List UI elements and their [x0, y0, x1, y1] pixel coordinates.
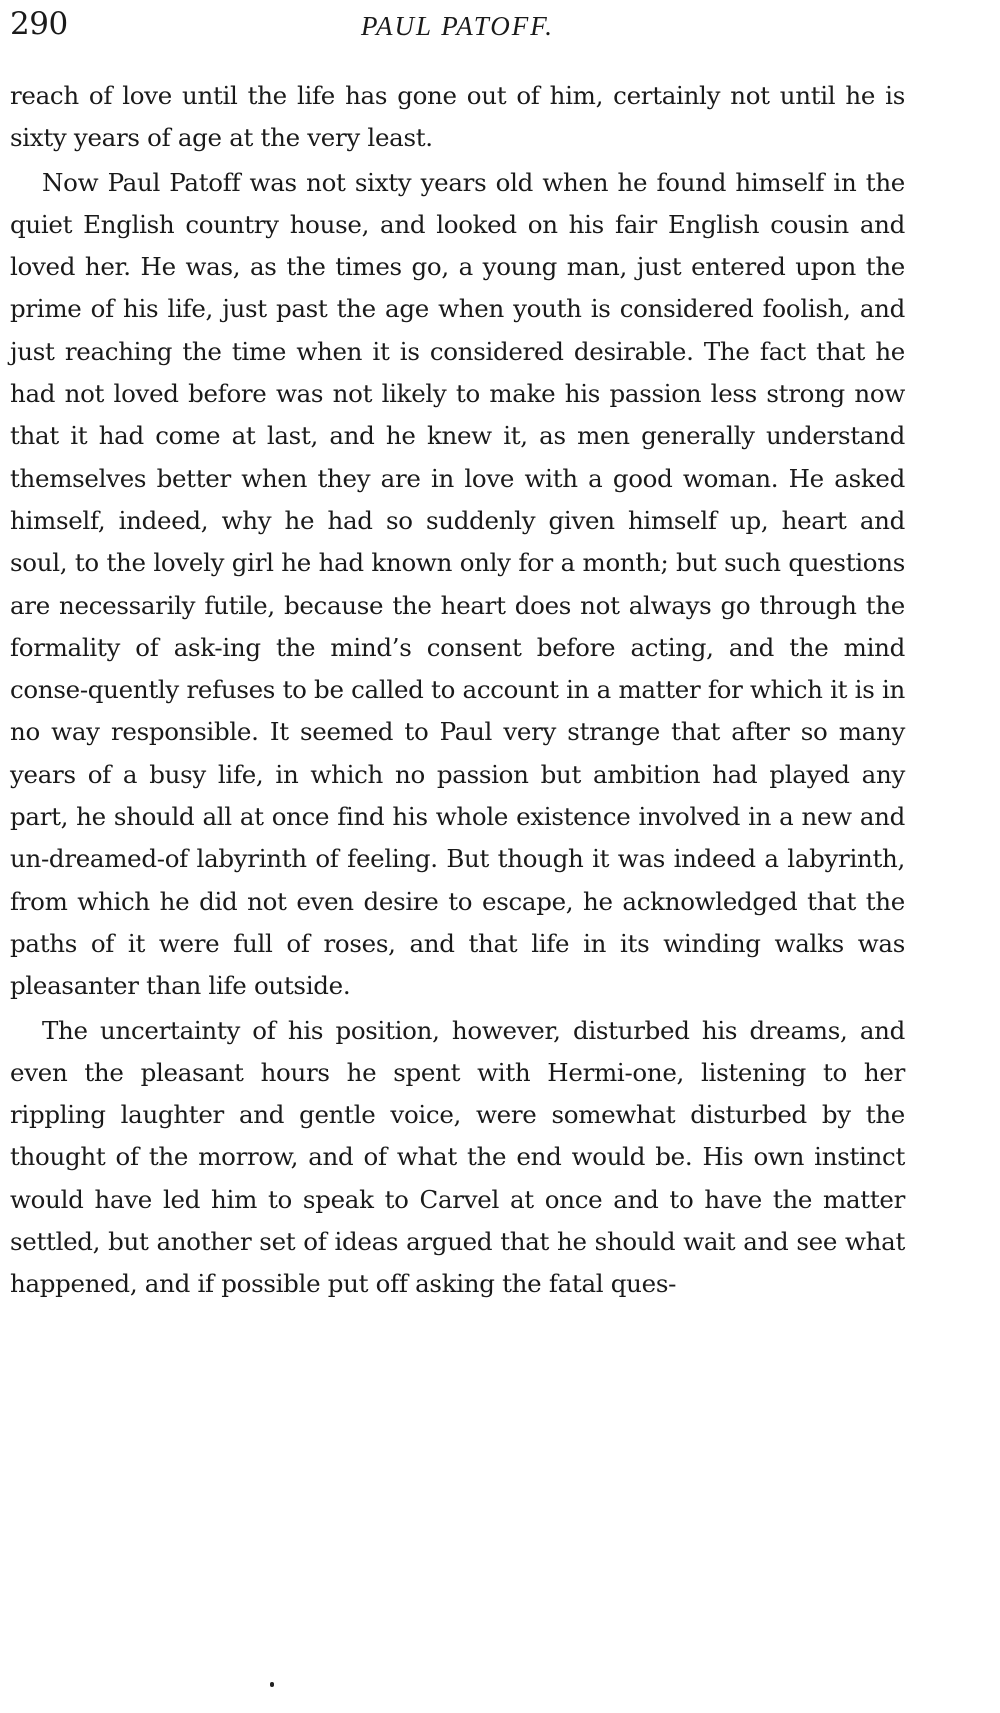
paragraph-continuation: reach of love until the life has gone out of him, certainly not until he is sixty years of age at the very least. — [10, 81, 905, 153]
page-number: 290 — [10, 6, 68, 42]
running-title: PAUL PATOFF. — [360, 11, 555, 41]
paragraph: The uncertainty of his position, however, disturbed his dreams, and even the pleasant hours he spent with Hermi-one, listening to her rippling laughter and gentle voice, were somewhat disturbed by the thought of the morrow, and of what the end would be. His own instinct would have led him to speak to Carvel at once and to have the matter settled, but another set of ideas argued that he should wait and see what happened, and if possible put off asking the fatal ques- — [10, 1015, 905, 1299]
body-text — [10, 75, 905, 1306]
page-header — [10, 4, 905, 50]
ink-speck — [270, 1682, 274, 1687]
paragraph: Now Paul Patoff was not sixty years old when he found himself in the quiet English country house, and looked on his fair English cousin and loved her. He was, as the times go, a young man, just entered upon the prime of his life, just past the age when youth is considered foolish, and just reaching the time when it is considered desirable. The fact that he had not loved before was not likely to make his passion less strong now that it had come at last, and he knew it, as men generally understand themselves better when they are in love with a good woman. He asked himself, indeed, why he had so suddenly given himself up, heart and soul, to the lovely girl he had known only for a month; but such questions are necessarily futile, because the heart does not always go through the formality of ask-ing the mind’s consent before acting, and the mind conse-quently refuses to be called to account in a matter for which it is in no way responsible. It seemed to Paul very strange that after so many years of a busy life, in which no passion but ambition had played any part, he should all at once find his whole existence involved in a new and un-dreamed-of labyrinth of feeling. But though it was indeed a labyrinth, from which he did not even desire to escape, he acknowledged that the paths of it were full of roses, and that life in its winding walks was pleasanter than life outside. — [10, 167, 905, 1001]
book-page — [10, 0, 905, 1713]
